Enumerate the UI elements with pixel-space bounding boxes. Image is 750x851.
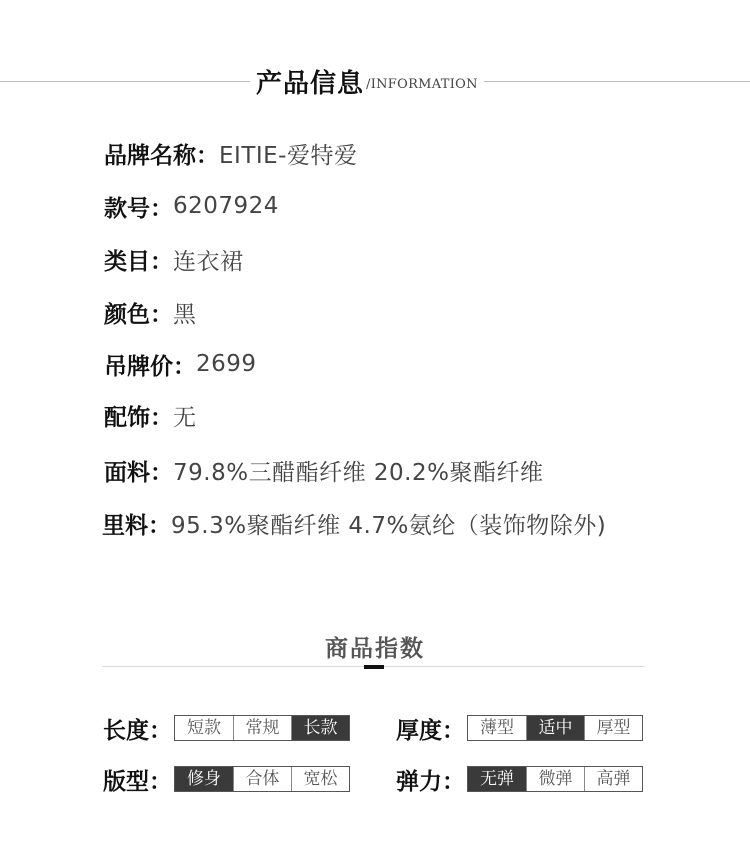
index-option: 常规: [233, 716, 291, 740]
title-cn: 产品信息: [256, 69, 365, 99]
index-group-thickness: [396, 715, 643, 744]
index-options: [174, 715, 350, 741]
index-group-length: [103, 715, 350, 744]
info-label: 面料：: [104, 459, 173, 486]
index-group-fit: [103, 766, 350, 795]
index-option: 薄型: [480, 718, 514, 738]
info-label: 里料：: [102, 512, 171, 539]
info-label: 品牌名称：: [104, 142, 219, 169]
info-row-accessory: [104, 400, 197, 430]
section-title-info: [250, 60, 484, 100]
info-label: 款号：: [104, 195, 173, 222]
info-row-price: [104, 349, 257, 379]
info-value: 无: [173, 404, 197, 431]
index-option: 厚型: [584, 716, 642, 740]
index-option: 适中: [526, 716, 584, 740]
index-group-label: 厚度：: [396, 717, 465, 744]
index-group-label: 弹力：: [396, 768, 465, 795]
info-row-category: [104, 244, 244, 274]
info-row-style-no: [104, 191, 279, 221]
info-label: 颜色：: [104, 301, 173, 328]
info-label: 配饰：: [104, 404, 173, 431]
title-en: /INFORMATION: [366, 77, 478, 92]
info-value: 黑: [173, 301, 197, 328]
info-value: 95.3%聚酯纤维 4.7%氨纶（装饰物除外): [171, 512, 607, 539]
info-row-brand: [104, 138, 357, 168]
index-options: [467, 715, 643, 741]
info-label: 类目：: [104, 248, 173, 275]
info-row-color: [104, 297, 197, 327]
index-option: 修身: [175, 767, 233, 791]
index-group-label: 长度：: [103, 717, 172, 744]
info-value: 连衣裙: [173, 248, 244, 275]
info-label: 吊牌价：: [104, 353, 196, 380]
index-option: 无弹: [468, 767, 526, 791]
info-row-fabric: [104, 455, 543, 485]
index-option: 宽松: [291, 767, 349, 791]
index-option: 长款: [291, 716, 349, 740]
info-row-lining: [102, 508, 606, 538]
index-option: 短款: [187, 718, 221, 738]
index-divider-accent: [364, 665, 384, 669]
section-title-index: 商品指数: [325, 636, 425, 662]
index-group-label: 版型：: [103, 768, 172, 795]
index-options: [467, 766, 643, 792]
index-option: 微弹: [526, 767, 584, 791]
index-group-elasticity: [396, 766, 643, 795]
info-value: 6207924: [173, 193, 279, 219]
index-option: 合体: [233, 767, 291, 791]
info-value: 79.8%三醋酯纤维 20.2%聚酯纤维: [173, 459, 544, 486]
info-value: 2699: [196, 351, 257, 377]
info-value: EITIE-爱特爱: [219, 142, 358, 169]
index-option: 高弹: [584, 767, 642, 791]
index-options: [174, 766, 350, 792]
